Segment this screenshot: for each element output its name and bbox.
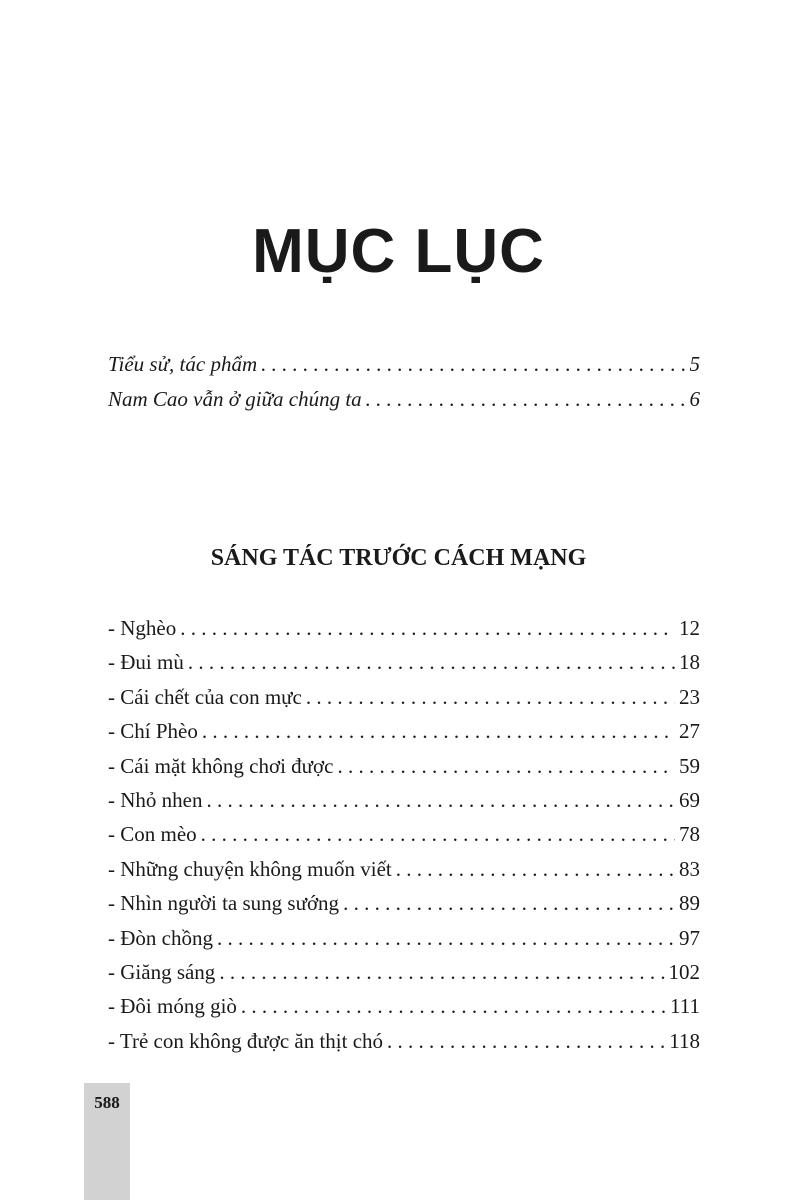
toc-entry-title: - Cái mặt không chơi được xyxy=(108,753,334,778)
toc-entry xyxy=(108,645,700,679)
toc-entry-page: 69 xyxy=(679,787,700,812)
toc-entry xyxy=(108,783,700,817)
toc-entry-page: 5 xyxy=(689,352,700,376)
page-number-tab xyxy=(84,1083,130,1200)
toc-entry xyxy=(108,1024,700,1058)
toc-entry xyxy=(108,611,700,645)
dot-leader xyxy=(217,921,675,955)
toc-entry xyxy=(108,989,700,1023)
toc-entry-title: - Chí Phèo xyxy=(108,719,198,744)
dot-leader xyxy=(337,749,675,783)
front-matter-list xyxy=(108,347,700,417)
toc-entry-title: Tiểu sử, tác phẩm xyxy=(108,352,258,376)
toc-entry-title: - Con mèo xyxy=(108,822,197,847)
toc-entry-title: - Nhỏ nhen xyxy=(108,787,203,812)
toc-entry-page: 89 xyxy=(679,891,700,916)
dot-leader xyxy=(261,347,685,382)
toc-entry-page: 118 xyxy=(669,1028,700,1053)
dot-leader xyxy=(343,886,675,920)
toc-entry-page: 12 xyxy=(679,616,700,640)
dot-leader xyxy=(241,989,666,1023)
toc-entry xyxy=(108,680,700,714)
toc-entry xyxy=(108,714,700,748)
dot-leader xyxy=(180,611,675,645)
toc-entry-page: 23 xyxy=(679,684,700,709)
dot-leader xyxy=(219,955,664,989)
toc-entry-title: - Đôi móng giò xyxy=(108,994,237,1019)
toc-entry-title: - Giăng sáng xyxy=(108,959,216,984)
toc-entry-title: - Nghèo xyxy=(108,616,177,640)
page-title: MỤC LỤC xyxy=(252,217,545,286)
toc-entry-page: 102 xyxy=(668,959,700,984)
toc-entry-page: 27 xyxy=(679,719,700,744)
toc-entry xyxy=(108,921,700,955)
toc-entry-title: - Những chuyện không muốn viết xyxy=(108,856,392,881)
toc-entry-title: - Đui mù xyxy=(108,650,184,675)
toc-entry xyxy=(108,749,700,783)
toc-entry-title: - Trẻ con không được ăn thịt chó xyxy=(108,1028,384,1053)
toc-entry-page: 6 xyxy=(689,387,700,411)
toc-entry xyxy=(108,955,700,989)
toc-entry xyxy=(108,817,700,851)
toc-entry-page: 83 xyxy=(679,856,700,881)
toc-entry xyxy=(108,886,700,920)
dot-leader xyxy=(306,680,675,714)
dot-leader xyxy=(206,783,675,817)
toc-entry xyxy=(108,382,700,417)
toc-entry-page: 59 xyxy=(679,753,700,778)
dot-leader xyxy=(387,1024,665,1058)
toc-entry-page: 111 xyxy=(670,994,700,1019)
toc-entry-page: 97 xyxy=(679,925,700,950)
dot-leader xyxy=(188,645,675,679)
toc-entry-title: Nam Cao vẫn ở giữa chúng ta xyxy=(108,387,362,411)
toc-entry-page: 18 xyxy=(679,650,700,675)
dot-leader xyxy=(396,852,675,886)
page-number: 588 xyxy=(94,1093,120,1112)
dot-leader xyxy=(202,714,675,748)
toc-entry-title: - Đòn chồng xyxy=(108,925,213,950)
toc-entry-title: - Nhìn người ta sung sướng xyxy=(108,891,340,916)
toc-entry xyxy=(108,852,700,886)
toc-entry-title: - Cái chết của con mực xyxy=(108,684,302,709)
section-heading: SÁNG TÁC TRƯỚC CÁCH MẠNG xyxy=(210,545,587,571)
dot-leader xyxy=(201,817,675,851)
dot-leader xyxy=(366,382,686,417)
toc-entry-page: 78 xyxy=(679,822,700,847)
toc-entry xyxy=(108,347,700,382)
section-entry-list xyxy=(108,611,700,1058)
